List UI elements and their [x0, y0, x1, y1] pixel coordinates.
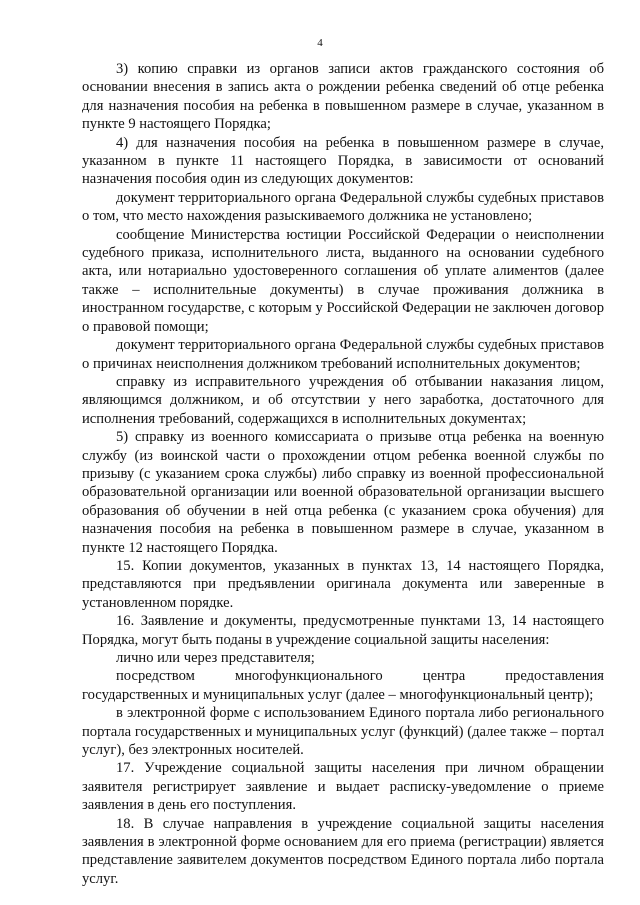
paragraph-clause-17: 17. Учреждение социальной защиты населения при личном обращении заявителя регистрирует заявление и выдает расписку-уведомление о приеме заявления в день его поступления.: [82, 760, 604, 814]
paragraph-mfc: посредством многофункционального центра предоставления государственных и муниципальных услуг (далее – многофункциональный центр);: [82, 668, 604, 703]
paragraph-clause-18: 18. В случае направления в учреждение социальной защиты населения заявления в электронной форме основанием для его приема (регистрации) является представление заявителем документов посредством Единого портала либо портала услуг.: [82, 815, 604, 887]
paragraph-clause-15: 15. Копии документов, указанных в пунктах 13, 14 настоящего Порядка, представляются при предъявлении оригинала документа или заверенные в установленном порядке.: [82, 557, 604, 611]
page-number: 4: [317, 37, 323, 49]
paragraph-electronic: в электронной форме с использованием Единого портала либо регионального портала государственных и муниципальных услуг (функций) (далее также – портал услуг), без электронных носителей.: [82, 705, 604, 759]
paragraph-item-5: 5) справку из военного комиссариата о призыве отца ребенка на военную службу (из воинской части о прохождении отцом ребенка военной службы по призыву (с указанием срока службы) либо справку из военной профессиональной образовательной организации или военной образовательной организации высшего образования об обучении в ней отца ребенка (с указанием срока обучения) для назначения пособия на ребенка в повышенном размере в случае, указанном в пункте 12 настоящего Порядка.: [82, 429, 604, 556]
paragraph-prison-certificate: справку из исправительного учреждения об отбывании наказания лицом, являющимся должником, и об отсутствии у него заработка, достаточного для исполнения требований, содержащихся в исполнительных документах;: [82, 373, 604, 427]
paragraph-fssp-reasons: документ территориального органа Федеральной службы судебных приставов о причинах неисполнения должником требований исполнительных документов;: [82, 337, 604, 372]
paragraph-fssp-search: документ территориального органа Федеральной службы судебных приставов о том, что место нахождения разыскиваемого должника не установлено;: [82, 189, 604, 225]
document-body: [82, 60, 604, 888]
paragraph-item-4: 4) для назначения пособия на ребенка в повышенном размере в случае, указанном в пункте 11 настоящего Порядка, в зависимости от оснований назначения пособия один из следующих документов:: [82, 134, 604, 188]
paragraph-in-person: лично или через представителя;: [116, 650, 315, 666]
paragraph-clause-16: 16. Заявление и документы, предусмотренные пунктами 13, 14 настоящего Порядка, могут быть поданы в учреждение социальной защиты населения:: [82, 613, 604, 648]
paragraph-item-3: 3) копию справки из органов записи актов гражданского состояния об основании внесения в запись акта о рождении ребенка сведений об отце ребенка для назначения пособия на ребенка в повышенном размере в случае, указанном в пункте 9 настоящего Порядка;: [82, 61, 604, 133]
paragraph-minjust-message: сообщение Министерства юстиции Российской Федерации о неисполнении судебного приказа, исполнительного листа, выданного на основании судебного акта, или нотариально удостоверенного соглашения об уплате алиментов (далее также – исполнительные документы) в случае проживания должника в иностранном государстве, с которым у Российской Федерации не заключен договор о правовой помощи;: [82, 226, 604, 335]
